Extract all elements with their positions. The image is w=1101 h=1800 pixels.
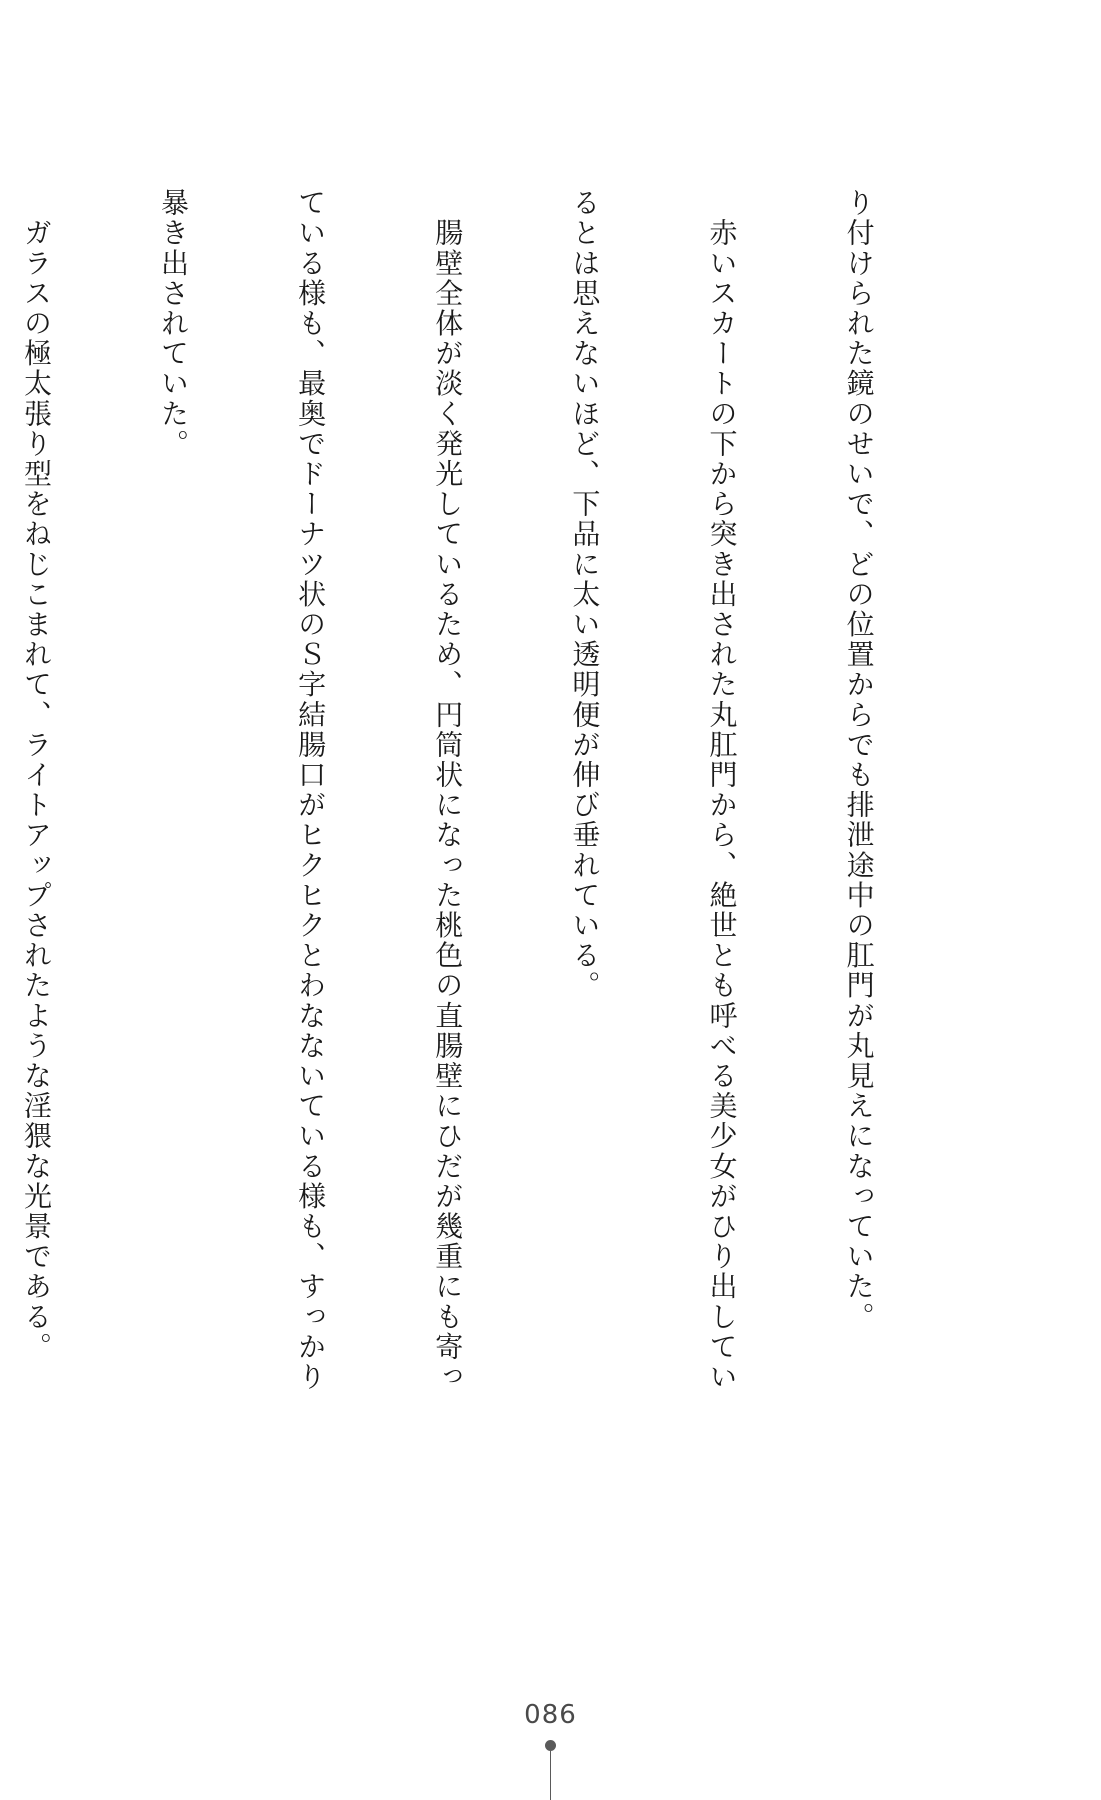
text-line: ガラスの極太張り型をねじこまれて、ライトアップされたような淫猥な光景である。 xyxy=(19,188,53,1362)
vertical-text-body xyxy=(19,188,973,1428)
text-line: 腸壁全体が淡く発光しているため、円筒状になった桃色の直腸壁にひだが幾重にも寄っ xyxy=(431,188,465,1392)
page-footer xyxy=(0,1700,1101,1800)
text-line: り付けられた鏡のせいで、どの位置からでも排泄途中の肛門が丸見えになっていた。 xyxy=(842,188,876,1332)
text-line: 暴き出されていた。 xyxy=(157,188,191,459)
text-line: ている様も、最奥でドーナツ状のＳ字結腸口がヒクヒクとわなないている様も、すっかり xyxy=(294,188,328,1392)
page-marker-icon xyxy=(545,1740,556,1800)
text-line: るとは思えないほど、下品に太い透明便が伸び垂れている。 xyxy=(568,188,602,1001)
marker-dot xyxy=(545,1740,556,1751)
marker-stem xyxy=(550,1751,551,1800)
page-number: 086 xyxy=(524,1700,577,1730)
text-line: 赤いスカートの下から突き出された丸肛門から、絶世とも呼べる美少女がひり出してい xyxy=(705,188,739,1392)
